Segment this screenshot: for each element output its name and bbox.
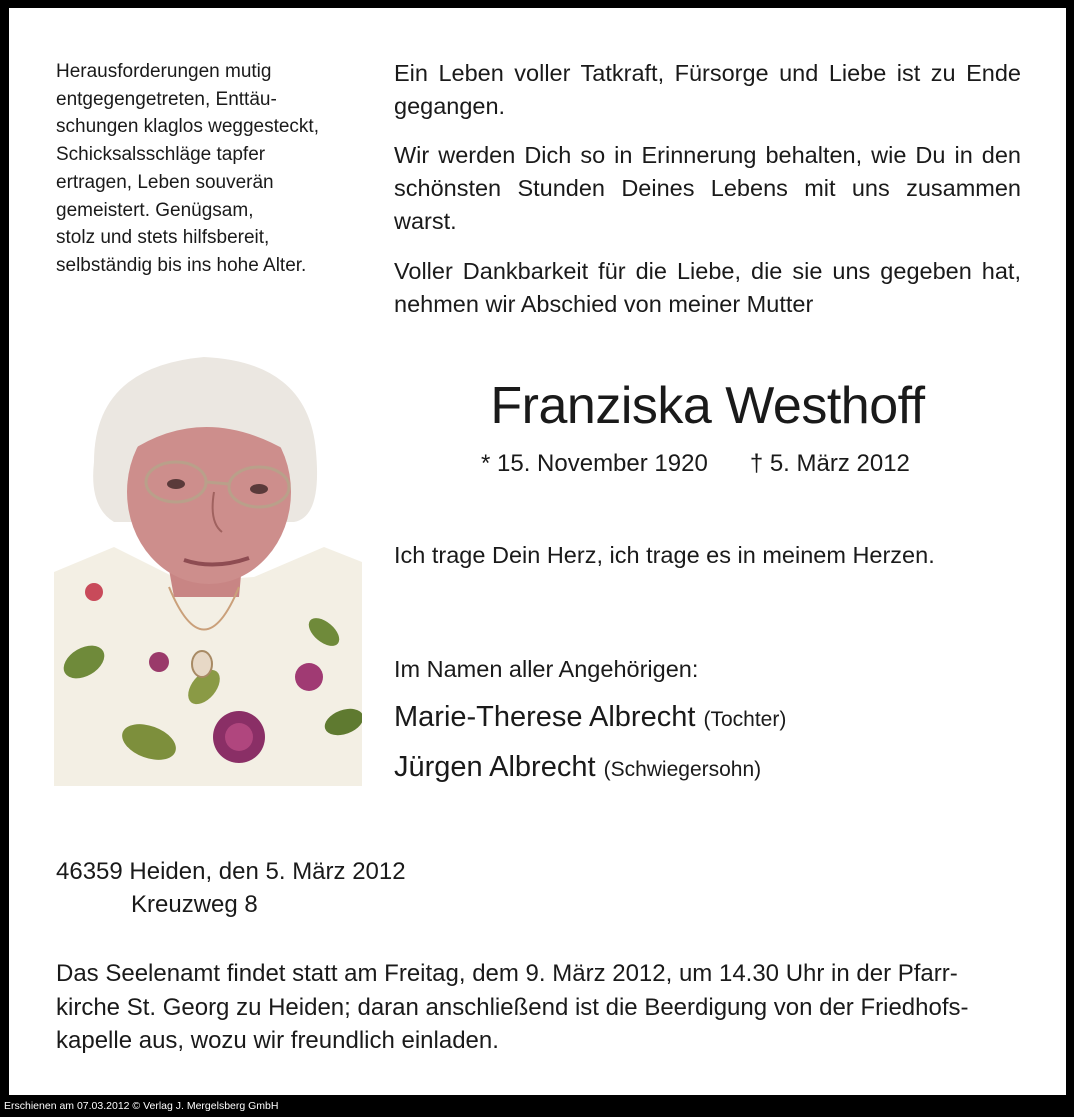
- portrait-photo-icon: [54, 342, 362, 786]
- obituary-card: [9, 8, 1066, 1095]
- mourner-role: (Schwiegersohn): [603, 758, 762, 781]
- intro-paragraph-3: Voller Dankbarkeit für die Liebe, die sie uns gegeben hat, nehmen wir Abschied von meiner Mutter: [394, 258, 1021, 317]
- publication-footer: Erschienen am 07.03.2012 © Verlag J. Mergelsberg GmbH: [4, 1100, 279, 1112]
- memorial-quote: Ich trage Dein Herz, ich trage es in meinem Herzen.: [394, 542, 935, 568]
- mourner-2: [394, 749, 761, 788]
- portrait-photo: [54, 342, 362, 786]
- funeral-service-text: Das Seelenamt findet statt am Freitag, dem 9. März 2012, um 14.30 Uhr in der Pfarr- kirche St. Georg zu Heiden; daran anschließend ist die Beerdigung von der Friedhofs- kapelle aus, wozu wir freundlich einladen.: [56, 960, 969, 1054]
- mourner-name: Jürgen Albrecht: [394, 751, 596, 783]
- deceased-name: Franziska Westhoff: [490, 377, 925, 435]
- on-behalf-text: Im Namen aller Angehörigen:: [394, 656, 699, 682]
- mourner-name: Marie-Therese Albrecht: [394, 701, 696, 733]
- place-and-date: 46359 Heiden, den 5. März 2012: [56, 858, 406, 885]
- intro-paragraph-1: Ein Leben voller Tatkraft, Fürsorge und Liebe ist zu Ende gegangen.: [394, 60, 1021, 119]
- intro-text: [394, 57, 1021, 337]
- mourner-1: [394, 699, 786, 738]
- birth-date: * 15. November 1920: [481, 450, 708, 477]
- life-dates: [481, 449, 910, 479]
- street-address: Kreuzweg 8: [131, 891, 258, 918]
- mourner-role: (Tochter): [703, 708, 787, 731]
- death-date: † 5. März 2012: [749, 450, 910, 477]
- poem-text: Herausforderungen mutig entgegengetreten, Enttäu- schungen klaglos weggesteckt, Schicksalsschläge tapfer ertragen, Leben souverän gemeistert. Genügsam, stolz und stets hilfsbereit, selbständig bis ins hohe Alter.: [56, 61, 319, 276]
- intro-paragraph-2: Wir werden Dich so in Erinnerung behalten, wie Du in den schönsten Stunden Deines Lebens mit uns zusammen warst.: [394, 142, 1021, 234]
